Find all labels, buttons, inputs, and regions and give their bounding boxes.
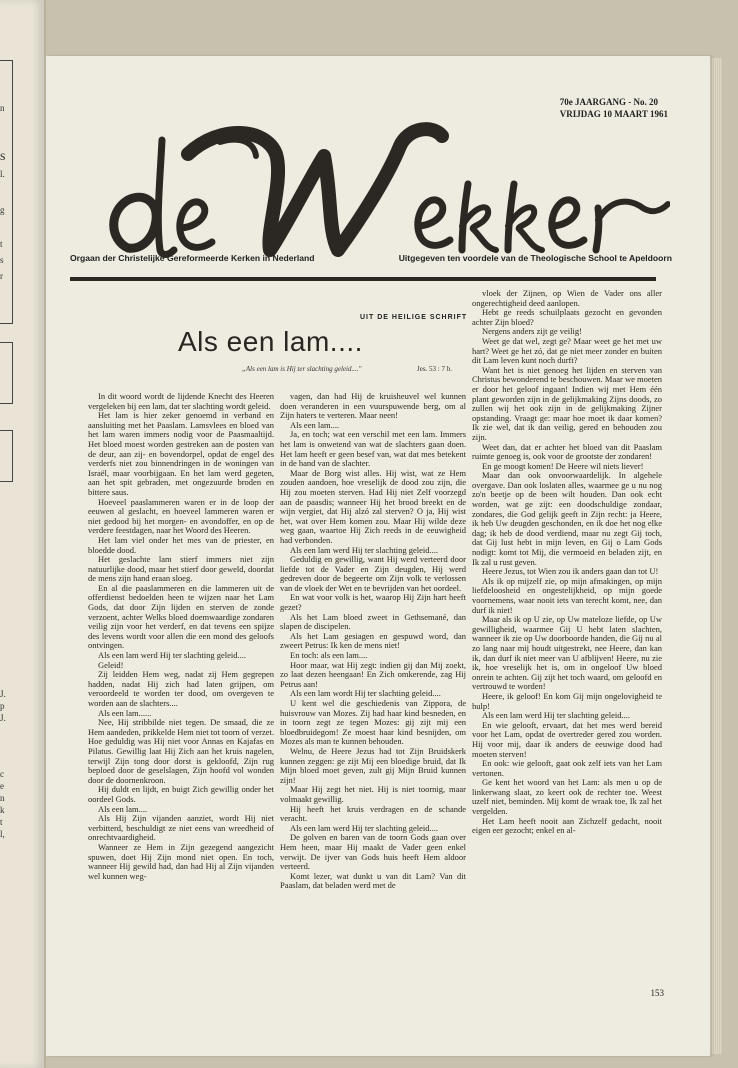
article-paragraph: Als een lam werd Hij ter slachting geleid.... bbox=[290, 544, 438, 555]
article-paragraph: En toch: als een lam.... bbox=[290, 650, 368, 661]
article-paragraph: Nergens anders zijt ge veilig! bbox=[482, 326, 582, 337]
article-paragraph: Als Hij Zijn vijanden aanziet, wordt Hij niet verbitterd, beschuldigt ze niet eens van wreedheid of onrechtvaardigheid. bbox=[88, 813, 274, 843]
article-paragraph: Als een lam werd Hij ter slachting geleid.... bbox=[482, 710, 630, 721]
article-paragraph: Weet ge dat wel, zegt ge? Maar weet ge het met uw hart? Weet ge het zó, dat ge niet meer zonder en buiten dit Lam leven kunt noch durft? bbox=[472, 335, 662, 366]
previous-page-fragment: e bbox=[0, 781, 4, 791]
previous-page-fragment: g bbox=[0, 205, 5, 215]
previous-page-fragment: l, bbox=[0, 829, 5, 839]
article-paragraph: Ge kent het woord van het Lam: als men u op de linkerwang slaat, zo keert ook de rechter toe. Weest uzelf niet, beminden. Mij komt de wraak toe, Ik zal het vergelden. bbox=[472, 777, 662, 817]
article-paragraph: Heere Jezus, tot Wien zou ik anders gaan dan tot U! bbox=[482, 566, 659, 577]
article-paragraph: Welnu, de Heere Jezus had tot Zijn Bruidskerk kunnen zeggen: ge zijt Mij een bloedige bruid, dat Ik Mijn bloed moet geven, zult gij Mijn Bruid kunnen zijn! bbox=[280, 745, 466, 785]
article-paragraph: Hoeveel paaslammeren waren er in de loop der eeuwen al geslacht, en hoeveel lammeren waren er niet gedood bij het morgen- en avondoffer, en op de verdere feestdagen, naar het Woord des Heeren. bbox=[88, 496, 274, 536]
article-paragraph: En ook: wie gelooft, gaat ook zelf iets van het Lam vertonen. bbox=[472, 758, 662, 778]
previous-page-fragment: n bbox=[0, 103, 5, 113]
previous-page-fragment: t bbox=[0, 239, 3, 249]
article-paragraph: Hij duldt en lijdt, en buigt Zich gewillig onder het oordeel Gods. bbox=[88, 784, 274, 804]
article-paragraph: Als een lam werd Hij ter slachting geleid.... bbox=[290, 822, 438, 833]
previous-page-fragment: s bbox=[0, 255, 4, 265]
edition-number: 70e JAARGANG - No. 20 bbox=[559, 97, 658, 107]
article-paragraph: Als een lam.... bbox=[290, 419, 340, 430]
article-paragraph: Hij heeft het kruis verdragen en de schande veracht. bbox=[280, 803, 466, 824]
scripture-reference: Jes. 53 : 7 b. bbox=[417, 365, 452, 373]
article-paragraph: Maar de Borg wist alles. Hij wist, wat ze Hem zouden aandoen, hoe vreselijk de dood zou zijn, die Hij zou moeten sterven. Had Hij niet Zelf voorzegd aan de paasdis; wanneer Hij het brood breekt en de wijn vergiet, dat Hij alzó zal sterven? O ja, Hij wist het, wat over Hem komen zou. Maar Hij wilde deze weg gaan, waartoe Hij Zich reeds in de eeuwigheid had verbonden. bbox=[280, 467, 466, 545]
article-paragraph: En al die paaslammeren en die lammeren uit de offerdienst bedoelden heen te wijzen naar het Lam Gods, dat door Zijn lijden en sterven de zonde verzoent, achter Welks bloed doemwaardige zondaren veilig zijn voor het verderf, en dat tevens een spijze des levens wordt voor allen die een mond des geloofs ontvingen. bbox=[88, 582, 274, 651]
article-paragraph: Geleid! bbox=[98, 659, 124, 670]
section-rubric: UIT DE HEILIGE SCHRIFT bbox=[360, 314, 468, 321]
previous-page-edge bbox=[0, 0, 46, 1068]
article-paragraph: Want het is niet genoeg het lijden en sterven van Christus bewonderend te beschouwen. Maar we moeten er door het geloof ingaan! Indien wij met Hem één plant geworden zijn in de gelijkmaking Zijns doods, zo zullen wij het ook zijn in de gelijkmaking Zijner opstanding. Vraagt ge: maar hoe moet ik daar komen? Ik zie wel, dat ik dan veilig, gered en behouden zou zijn. bbox=[472, 364, 663, 442]
previous-page-box bbox=[0, 430, 13, 482]
article-paragraph: Het Lam heeft nooit aan Zichzelf gedacht, nooit eigen eer gezocht; enkel en al- bbox=[472, 815, 662, 836]
masthead-subtitle-left: Orgaan der Christelijke Gereformeerde Kerken in Nederland bbox=[70, 253, 315, 263]
article-paragraph: Het geslachte lam stierf immers niet zijn natuurlijke dood, maar het stierf door geweld, doordat de mens zijn hand eraan sloeg. bbox=[88, 554, 274, 584]
previous-page-box bbox=[0, 342, 13, 404]
article-paragraph: Als het Lam bloed zweet in Gethsemané, dan slapen de discipelen. bbox=[280, 611, 466, 632]
motto-text: „Als een lam is Hij ter slachting geleid...." bbox=[242, 365, 362, 373]
article-paragraph: Hebt ge reeds schuilplaats gezocht en gevonden achter Zijn bloed? bbox=[472, 307, 662, 327]
previous-page-fragment: s bbox=[0, 149, 6, 164]
previous-page-fragment: k bbox=[0, 805, 5, 815]
previous-page-fragment: c bbox=[0, 769, 4, 779]
article-paragraph: Maar als ik op U zie, op Uw mateloze liefde, op Uw gewilligheid, waarmee Gij U hebt laten slachten, wanneer ik zie op Uw doorboorde handen, die Gij nu al zo lang naar mij houdt uitgestrekt, nee Heere, dan kan ik, dan durf ik niet meer van U afblijven! Heere, nu zie ik, hoe vreselijk het is, om in ongeloof Uw bloed onrein te achten. Gij zijt het toch waard, om geloofd en vertrouwd te worden! bbox=[472, 614, 662, 692]
masthead-subtitle-right: Uitgegeven ten voordele van de Theologische School te Apeldoorn bbox=[398, 253, 672, 263]
article-paragraph: Het lam is hier zeker genoemd in verband en aansluiting met het Paaslam. Lamsvlees en bloed van het lam waren immers nodig voor de Paasmaaltijd. Het bloed moest worden gestreken aan de posten van de deur, aan zij- en bovendorpel, opdat de engel des verderfs niet zou binnendringen in de woningen van Israël, maar voorbijgaan. En het lam werd gegeten, aan het spit gebraden, met ongezuurde broden en bittere saus. bbox=[88, 410, 274, 497]
article-paragraph: Als een lam.... bbox=[98, 803, 148, 814]
page-number: 153 bbox=[650, 988, 664, 998]
article-paragraph: vagen, dan had Hij de kruisheuvel wel kunnen doen veranderen in een vuurspuwende berg, om al Zijn haters te verteren. Maar neen! bbox=[280, 391, 466, 421]
previous-page-fragment: n bbox=[0, 793, 5, 803]
article-paragraph: Het lam viel onder het mes van de priester, en bloedde dood. bbox=[88, 534, 274, 555]
edition-date: VRIJDAG 10 MAART 1961 bbox=[559, 109, 668, 119]
article-paragraph: De golven en baren van de toorn Gods gaan over Hem heen, maar Hij maakt de Vader geen enkel verwijt. De ijver van Gods huis heeft Hem aldoor verteerd. bbox=[280, 832, 466, 872]
previous-page-fragment: t bbox=[0, 817, 3, 827]
previous-page-fragment: r bbox=[0, 271, 3, 281]
article-paragraph: Als ik op mijzelf zie, op mijn afmakingen, op mijn liefdeloosheid en ongestelijkheid, op mijn goede voornemens, waar nooit iets van terecht komt, nee, dan durf ik niet! bbox=[472, 575, 662, 615]
article-paragraph: Als het Lam gesiagen en gespuwd word, dan zweert Petrus: Ik ken de mens niet! bbox=[280, 630, 466, 651]
article-paragraph: Hoor maar, wat Hij zegt: indien gij dan Mij zoekt, zo laat dezen heengaan! En Zich omkerende, zag Hij Petrus aan! bbox=[280, 659, 466, 689]
article-paragraph: En wat voor volk is het, waarop Hij Zijn hart heeft gezet? bbox=[280, 592, 466, 613]
article-paragraph: Komt lezer, wat dunkt u van dit Lam? Van dit Paaslam, dat beladen werd met de bbox=[280, 870, 466, 891]
article-paragraph: U kent wel die geschiedenis van Zippora, de huisvrouw van Mozes. Zij had haar kind besneden, en in toorn zegt ze tegen Mozes: gij zijt mij een bloedbruidegom! Ze moest haar kind besnijden, om Mozes als man te kunnen behouden. bbox=[280, 698, 466, 747]
article-paragraph: Als een lam wordt Hij ter slachting geleid.... bbox=[290, 688, 441, 699]
article-paragraph: Geduldig en gewillig, want Hij werd verteerd door liefde tot de Vader en Zijn deugden, Hij werd gedreven door de begeerte om Zijn volk te verlossen van de vloek der Wet en te bevrijden van het oordeel. bbox=[280, 554, 466, 593]
article-column-3 bbox=[472, 289, 662, 836]
article-paragraph: Maar dan ook onvoorwaardelijk. In algehele overgave. Dan ook loslaten alles, waarmee ge u nu nog zo'n beetje op de been wilt houden. Dan ook echt worden, wat ge zijt: een doodschuldige zondaar, zondares, die God gelijk geeft in Zijn recht: ja Heere, ik heb Uw deugden geschonden, en ik doe het nog elke dag; ik heb de dood verdiend, maar nu zegt Gij toch, dat Gij lust hebt in mijn leven, en Gij o Lam Gods nodigt: komt tot Mij, die vermoeid en beladen zijt, en Ik zal u rust geven. bbox=[472, 470, 662, 567]
article-paragraph: Als een lam werd Hij ter slachting geleid.... bbox=[98, 650, 246, 661]
article-paragraph: En wie gelooft, ervaart, dat het mes werd bereid voor het Lam, opdat de overtreder gered zou worden. Hij voor mij, daar ik anders de eeuwige dood had moeten sterven! bbox=[472, 719, 662, 759]
article-paragraph: Als een lam...... bbox=[98, 707, 152, 718]
article-motto bbox=[242, 365, 452, 373]
article-column-2 bbox=[280, 392, 466, 891]
previous-page-fragment: p bbox=[0, 701, 5, 711]
article-paragraph: Nee, Hij stribbilde niet tegen. De smaad, die ze Hem aandeden, prikkelde Hem niet tot toorn of verzet. Hoe geduldig was Hij niet voor Annas en Kajafas en Pilatus. Gewillig laat Hij Zich aan het kruis nagelen, terwijl Zijn tong door dorst is gekloofd, Zijn rug beploed door de geselslagen, Zijn hoofd vol wonden door de doornenkroon. bbox=[88, 717, 274, 785]
masthead-rule bbox=[70, 277, 656, 281]
article-paragraph: Heere, ik geloof! En kom Gij mijn ongelovigheid te hulp! bbox=[472, 690, 662, 711]
article-paragraph: vloek der Zijnen, op Wien de Vader ons aller ongerechtigheid deed aanlopen. bbox=[472, 288, 662, 308]
article-paragraph: Weet dan, dat er achter het bloed van dit Paaslam ruimte genoeg is, ook voor de grootste der zondaren! bbox=[472, 441, 662, 462]
previous-page-fragment: J. bbox=[0, 713, 6, 723]
article-column-1 bbox=[88, 392, 274, 881]
article-paragraph: Ja, en toch; wat een verschil met een lam. Immers het lam is onwetend van wat de slachters gaan doen. Het lam heeft er geen besef van, wat dat mes betekent in de hand van de slachter. bbox=[280, 429, 466, 469]
masthead-logo bbox=[70, 80, 670, 298]
article-paragraph: Zij leidden Hem weg, nadat zij Hem gegrepen hadden, nadat Hij zich had laten grijpen, om veroordeeld te worden ter dood, om overgeven te worden aan de slachters.... bbox=[88, 669, 274, 708]
article-paragraph: Maar Hij zegt het niet. Hij is niet toornig, maar volmaakt gewillig. bbox=[280, 784, 466, 804]
article-paragraph: In dit woord wordt de lijdende Knecht des Heeren vergeleken bij een lam, dat ter slachting wordt geleid. bbox=[88, 391, 274, 411]
previous-page-fragment: l. bbox=[0, 169, 5, 179]
article-paragraph: En ge moogt komen! De Heere wil niets liever! bbox=[482, 460, 644, 471]
previous-page-fragment: J. bbox=[0, 689, 6, 699]
article-headline: Als een lam.... bbox=[178, 326, 363, 357]
newspaper-page bbox=[46, 56, 710, 1056]
article-paragraph: Wanneer ze Hem in Zijn gezegend aangezicht spuwen, doet Hij Zijn mond niet open. En toch, wanneer Hij gewild had, dan had Hij al Zijn vijanden wel kunnen weg- bbox=[88, 841, 274, 881]
previous-page-box bbox=[0, 60, 13, 324]
page-stack-edge bbox=[710, 58, 722, 1054]
